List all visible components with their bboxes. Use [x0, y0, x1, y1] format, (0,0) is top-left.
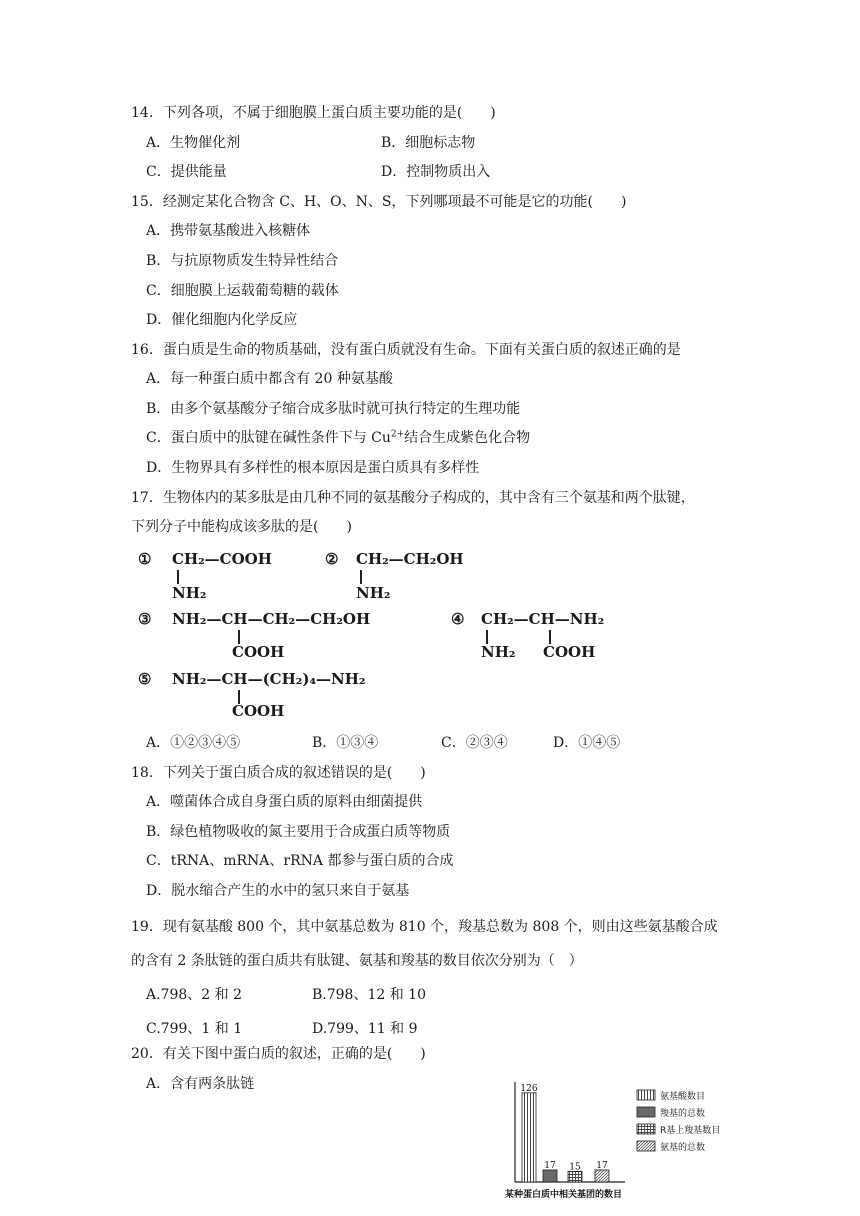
q14-option-d: D．控制物质出入 [381, 164, 491, 180]
molecule-1-formula: CH₂—COOH [172, 550, 272, 568]
chart-bar-value-label-2: 17 [544, 1160, 556, 1171]
q16-option-c: C．蛋白质中的肽键在碱性条件下与 $Cu^{2+}$结合生成紫色化合物 [146, 429, 531, 446]
molecule-4-formula: CH₂—CH—NH₂ [481, 610, 605, 628]
q15-option-c: C．细胞膜上运载葡萄糖的载体 [146, 283, 339, 299]
chart-legend-label-2: 羧基的总数 [660, 1109, 706, 1119]
q20-stem: 20．有关下图中蛋白质的叙述，正确的是( ) [131, 1046, 426, 1062]
chart-legend-label-4: 氨基的总数 [660, 1143, 706, 1153]
q17-stem-line1: 17．生物体内的某多肽是由几种不同的氨基酸分子构成的，其中含有三个氨基和两个肽键， [131, 490, 695, 506]
amino-acid-group-count-chart [505, 1080, 755, 1210]
chart-legend-label-3: R基上羧基数目 [660, 1126, 721, 1136]
q18-option-a: A．噬菌体合成自身蛋白质的原料由细菌提供 [146, 794, 423, 810]
molecule-4-substituent-2: COOH [543, 643, 596, 661]
q16-stem: 16．蛋白质是生命的物质基础，没有蛋白质就没有生命。下面有关蛋白质的叙述正确的是 [131, 342, 681, 358]
molecule-2-bond [360, 570, 362, 584]
molecule-2-formula: CH₂—CH₂OH [356, 550, 464, 568]
q15-option-b: B．与抗原物质发生特异性结合 [146, 253, 339, 269]
q14-stem: 14．下列各项，不属于细胞膜上蛋白质主要功能的是( ) [131, 105, 496, 121]
chart-x-axis-label: 某种蛋白质中相关基团的数目 [505, 1190, 623, 1200]
q18-option-b: B．绿色植物吸收的氮主要用于合成蛋白质等物质 [146, 824, 451, 840]
q19-option-b: B.798、12 和 10 [312, 987, 426, 1003]
molecule-3-number: ③ [138, 610, 152, 628]
q14-option-c: C．提供能量 [146, 164, 227, 180]
molecule-3-substituent: COOH [232, 643, 285, 661]
molecule-5-number: ⑤ [138, 670, 152, 688]
q19-option-c: C.799、1 和 1 [146, 1021, 243, 1037]
chart-legend-label-1: 氨基酸数目 [660, 1092, 706, 1102]
q18-option-c: C．tRNA、mRNA、rRNA 都参与蛋白质的合成 [146, 853, 454, 869]
chart-legend-swatch-1 [637, 1090, 655, 1100]
molecule-4-bond-2 [549, 630, 551, 644]
q19-option-a: A.798、2 和 2 [146, 987, 242, 1003]
molecule-3-bond [238, 630, 240, 644]
molecule-3-formula: NH₂—CH—CH₂—CH₂OH [172, 610, 371, 628]
q17-option-b: B．①③④ [312, 735, 379, 751]
q17-stem-line2: 下列分子中能构成该多肽的是( ) [131, 519, 352, 535]
chart-bar-value-label-4: 17 [596, 1160, 608, 1171]
chart-bar-3 [568, 1171, 582, 1182]
molecule-4-number: ④ [451, 610, 465, 628]
molecule-4-bond-1 [486, 630, 488, 644]
chart-bar-1 [522, 1093, 536, 1182]
q18-option-d: D．脱水缩合产生的水中的氢只来自于氨基 [146, 883, 410, 899]
chart-bar-value-label-1: 126 [520, 1083, 538, 1094]
q15-option-a: A．携带氨基酸进入核糖体 [146, 223, 311, 239]
chart-legend-swatch-2 [637, 1107, 655, 1117]
chart-bar-4 [595, 1170, 609, 1182]
q19-option-d: D.799、11 和 9 [312, 1021, 418, 1037]
chart-bar-value-label-3: 15 [569, 1162, 581, 1173]
molecule-2-number: ② [325, 550, 339, 568]
q15-stem: 15．经测定某化合物含 C、H、O、N、S，下列哪项最不可能是它的功能( ) [131, 194, 627, 210]
molecule-1-bond [177, 570, 179, 584]
q18-stem: 18．下列关于蛋白质合成的叙述错误的是( ) [131, 765, 426, 781]
molecule-5-formula: NH₂—CH—(CH₂)₄—NH₂ [172, 670, 366, 688]
q16-option-b: B．由多个氨基酸分子缩合成多肽时就可执行特定的生理功能 [146, 401, 521, 417]
q14-option-a: A．生物催化剂 [146, 135, 241, 151]
q15-option-d: D．催化细胞内化学反应 [146, 312, 298, 328]
q19-stem-line1: 19．现有氨基酸 800 个，其中氨基总数为 810 个，羧基总数为 808 个，则由这些氨基酸合成 [131, 919, 718, 935]
q14-option-b: B．细胞标志物 [381, 135, 476, 151]
q16-option-d: D．生物界具有多样性的根本原因是蛋白质具有多样性 [146, 460, 480, 476]
molecule-1-substituent: NH₂ [172, 584, 207, 602]
molecule-4-substituent-1: NH₂ [481, 643, 516, 661]
q19-stem-line2: 的含有 2 条肽链的蛋白质共有肽键、氨基和羧基的数目依次分别为（ ） [131, 953, 583, 969]
q17-option-a: A．①②③④⑤ [146, 735, 241, 751]
q20-option-a: A．含有两条肽链 [146, 1076, 255, 1092]
molecule-5-substituent: COOH [232, 702, 285, 720]
chart-legend-swatch-4 [637, 1141, 655, 1151]
chart-legend-swatch-3 [637, 1124, 655, 1134]
q17-option-c: C．②③④ [441, 735, 508, 751]
q17-option-d: D．①④⑤ [553, 735, 621, 751]
molecule-2-substituent: NH₂ [356, 584, 391, 602]
molecule-1-number: ① [138, 550, 152, 568]
chart-bar-2 [543, 1170, 557, 1182]
q16-option-a: A．每一种蛋白质中都含有 20 种氨基酸 [146, 371, 393, 387]
